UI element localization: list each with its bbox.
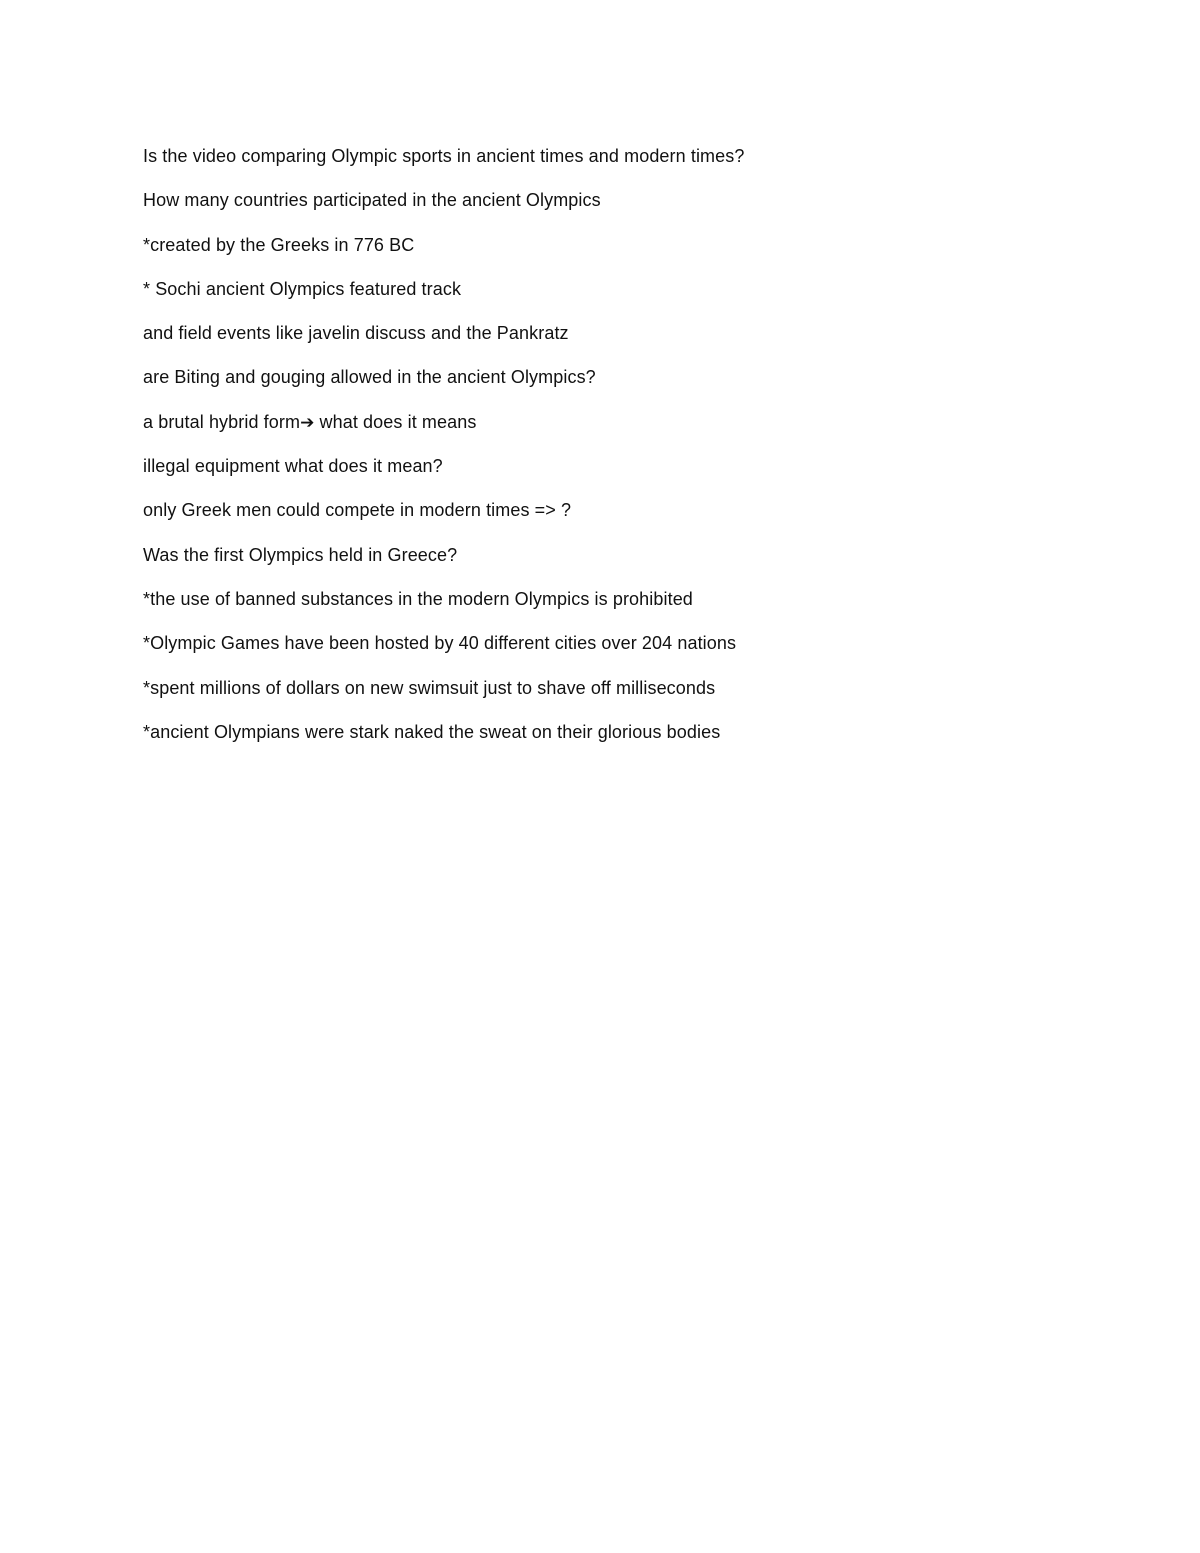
text-line-5: and field events like javelin discuss and the Pankratz (143, 323, 569, 344)
right-arrow-icon: ➔ (300, 412, 315, 433)
text-line-7-after: what does it means (314, 411, 477, 432)
text-line-14: *ancient Olympians were stark naked the sweat on their glorious bodies (143, 721, 721, 742)
text-line-13: *spent millions of dollars on new swimsuit just to shave off milliseconds (143, 677, 716, 698)
text-line-10: Was the first Olympics held in Greece? (143, 544, 458, 565)
text-line-4: * Sochi ancient Olympics featured track (143, 278, 462, 299)
text-line-1: Is the video comparing Olympic sports in ancient times and modern times? (143, 146, 745, 166)
document-body (143, 141, 1083, 761)
text-line-12: *Olympic Games have been hosted by 40 different cities over 204 nations (143, 633, 737, 654)
text-line-7 (143, 407, 1083, 451)
text-line-11: *the use of banned substances in the modern Olympics is prohibited (143, 588, 693, 609)
text-line-7-before: a brutal hybrid form (143, 411, 301, 432)
text-line-3: *created by the Greeks in 776 BC (143, 234, 415, 255)
text-line-2: How many countries participated in the ancient Olympics (143, 190, 601, 211)
text-line-8: illegal equipment what does it mean? (143, 456, 443, 477)
text-line-6: are Biting and gouging allowed in the ancient Olympics? (143, 367, 596, 388)
text-line-9: only Greek men could compete in modern times => ? (143, 500, 572, 521)
